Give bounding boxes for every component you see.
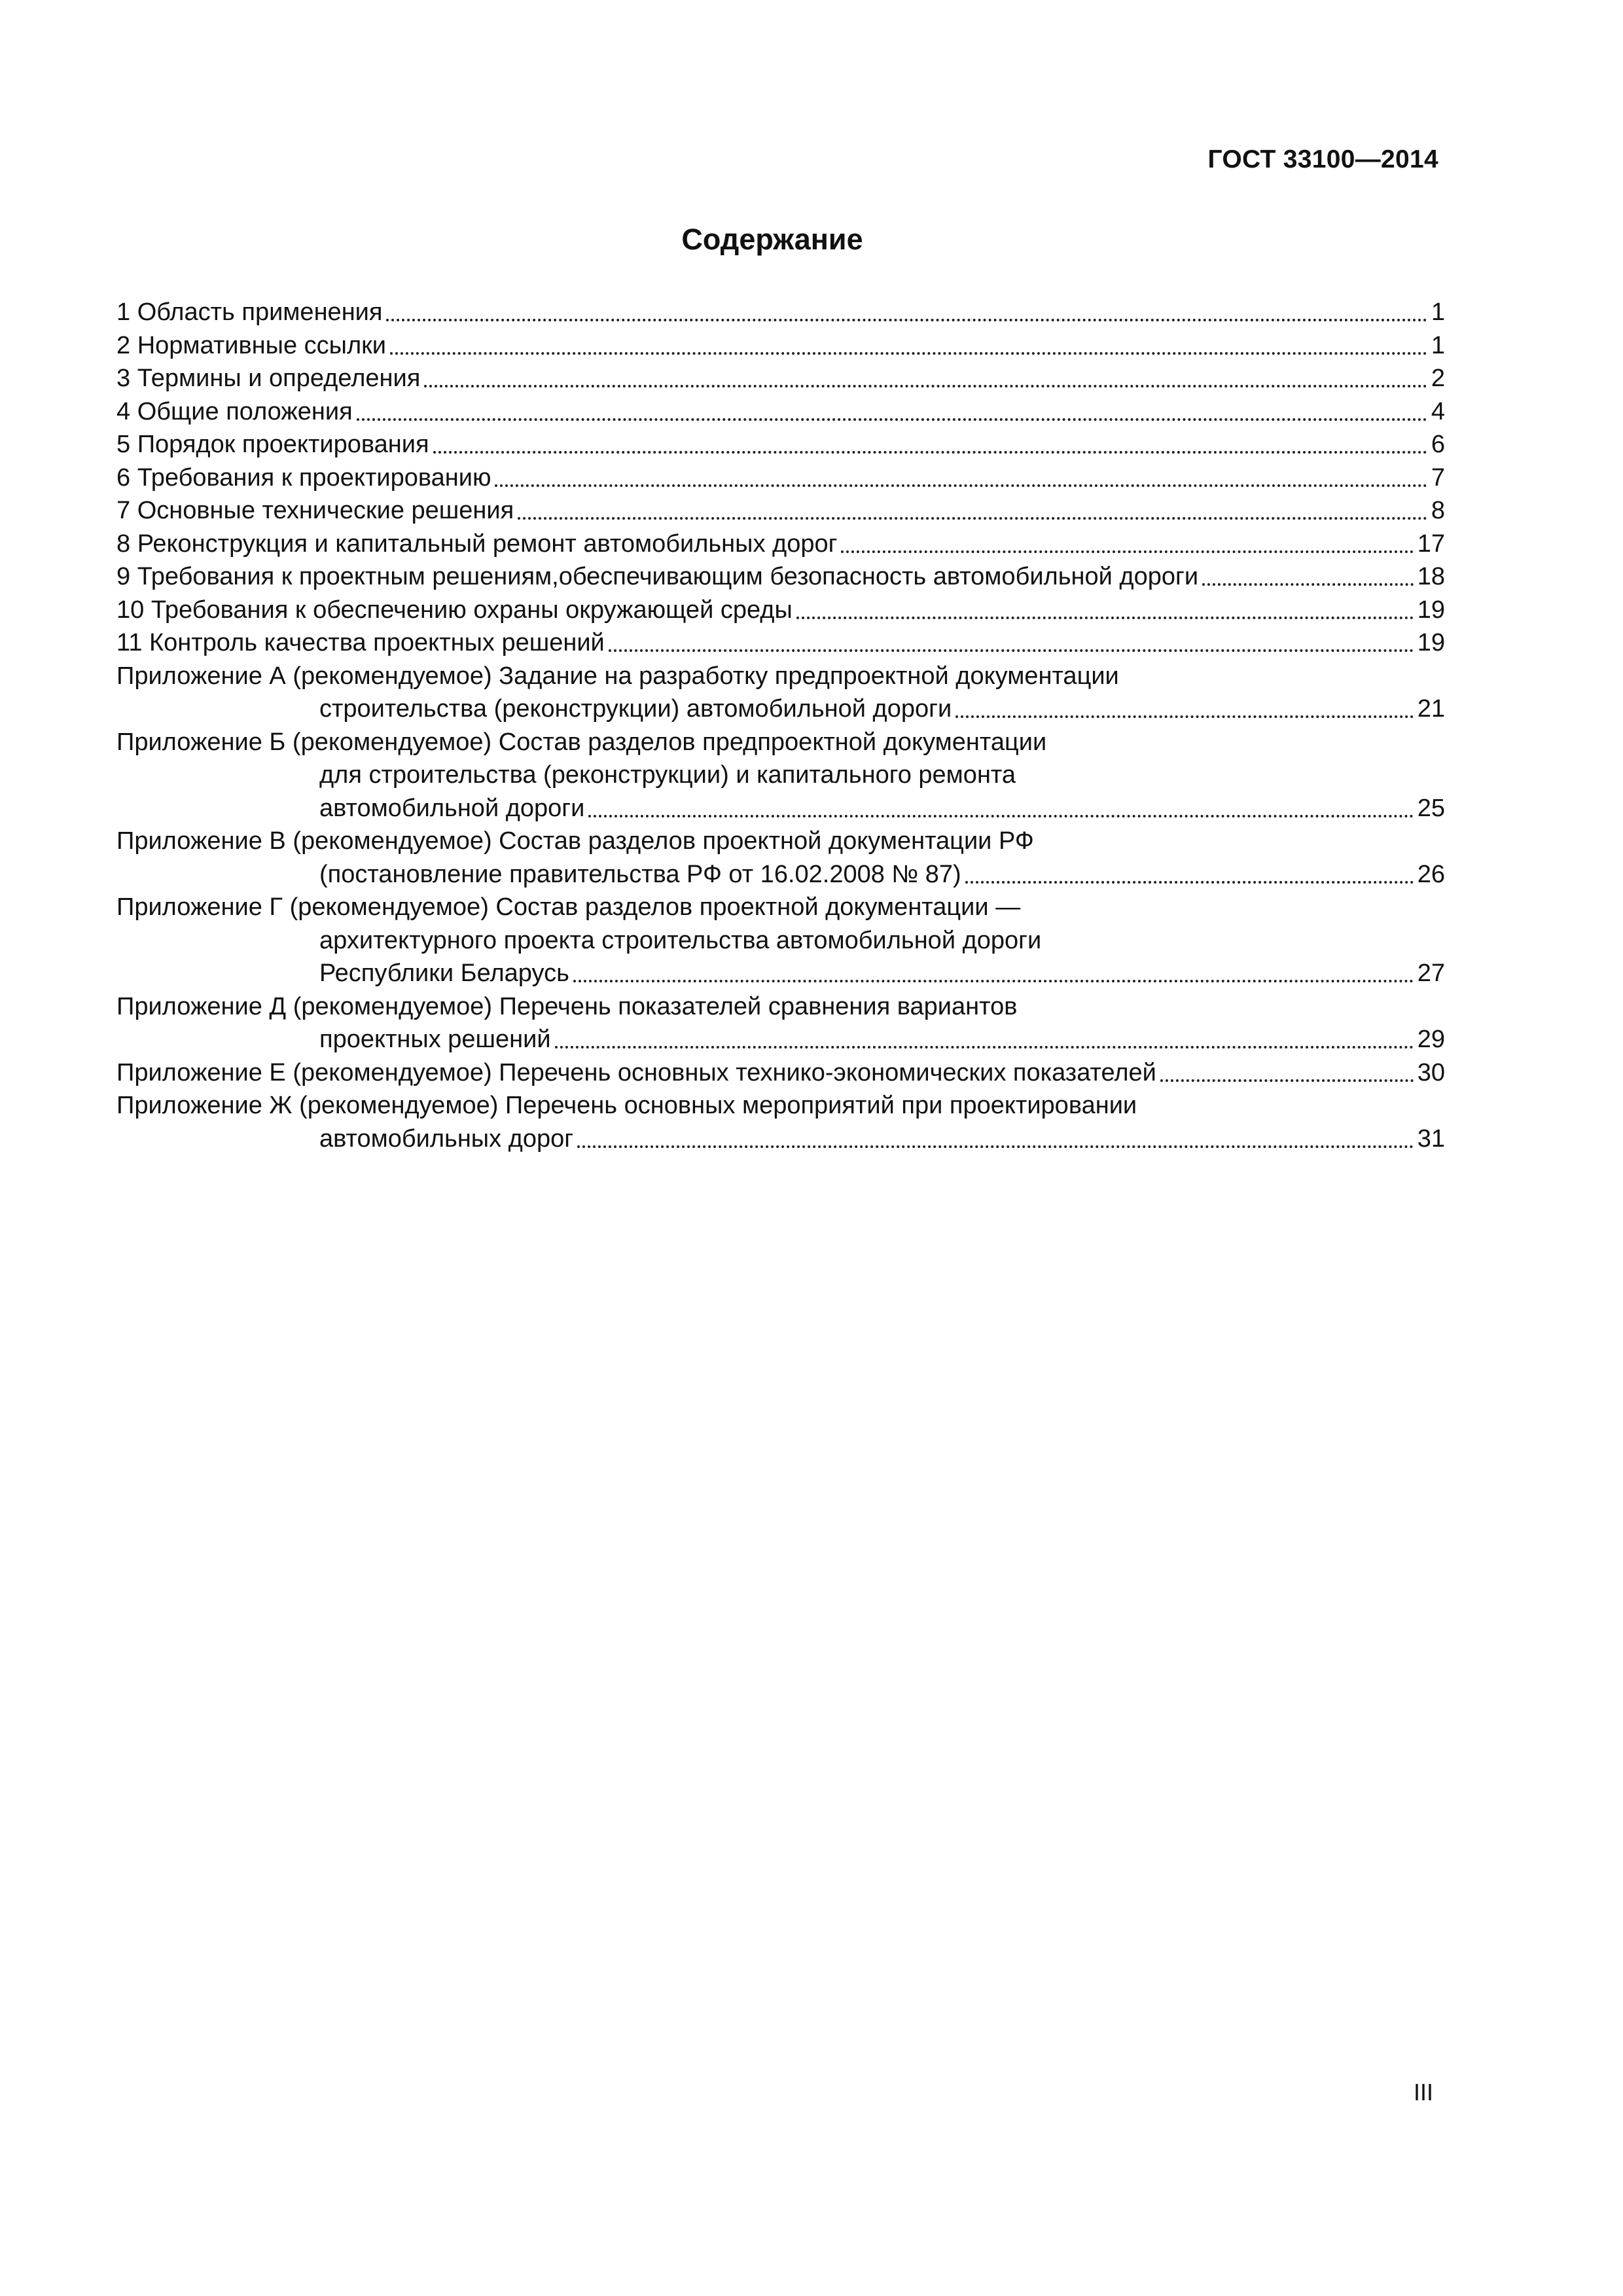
toc-entry-title: автомобильной дороги (319, 794, 585, 822)
toc-entry-continuation[interactable] (116, 957, 1445, 990)
toc-entry-title: 10 Требования к обеспечению охраны окружающей среды (116, 596, 793, 624)
toc-leader-dots (588, 815, 1413, 817)
toc-entry-page: 17 (1417, 529, 1445, 558)
toc-entry-title: архитектурного проекта строительства автомобильной дороги (319, 926, 1042, 954)
toc-entry-page: 2 (1431, 365, 1445, 392)
toc-entry-continuation[interactable] (116, 692, 1445, 726)
toc-entry-title: (постановление правительства РФ от 16.02.2008 № 87) (319, 860, 961, 888)
toc-entry-title: 11 Контроль качества проектных решений (116, 629, 605, 656)
toc-entry-continuation[interactable] (116, 759, 1445, 792)
toc-entry-title: 8 Реконструкция и капитальный ремонт автомобильных дорог (116, 529, 838, 558)
toc-entry-page: 30 (1417, 1058, 1445, 1086)
toc-entry-appendix-zh[interactable] (116, 1089, 1445, 1122)
toc-entry-continuation[interactable] (116, 1122, 1445, 1156)
toc-entry[interactable] (116, 296, 1445, 329)
toc-leader-dots (841, 550, 1413, 553)
toc-entry-title: Приложение Ж (рекомендуемое) Перечень основных мероприятий при проектировании (116, 1092, 1137, 1119)
toc-entry-title: Приложение Е (рекомендуемое) Перечень основных технико-экономических показателей (116, 1058, 1156, 1086)
toc-entry-title: 4 Общие положения (116, 397, 353, 425)
toc-entry-title: автомобильных дорог (319, 1124, 574, 1153)
toc-entry-title: Приложение Б (рекомендуемое) Состав разделов предпроектной документации (116, 728, 1047, 756)
toc-entry[interactable] (116, 626, 1445, 660)
toc-entry-page: 18 (1417, 563, 1445, 590)
toc-leader-dots (424, 385, 1427, 387)
toc-entry-continuation[interactable] (116, 924, 1445, 958)
toc-entry-appendix-d[interactable] (116, 990, 1445, 1024)
page-title: Содержание (681, 223, 863, 256)
toc-entry[interactable] (116, 395, 1445, 429)
page-number: III (1413, 2079, 1433, 2106)
toc-entry-page: 8 (1431, 497, 1445, 524)
toc-entry[interactable] (116, 528, 1445, 561)
toc-entry-title: Республики Беларусь (319, 960, 569, 987)
toc-entry-page: 19 (1417, 629, 1445, 656)
toc-entry-continuation[interactable] (116, 792, 1445, 825)
toc-entry-appendix-g[interactable] (116, 891, 1445, 924)
toc-leader-dots (495, 484, 1427, 487)
toc-entry-page: 26 (1417, 860, 1445, 888)
toc-entry-title: Приложение А (рекомендуемое) Задание на разработку предпроектной документации (116, 662, 1119, 690)
toc-entry-title: Приложение Г (рекомендуемое) Состав разделов проектной документации — (116, 893, 1021, 921)
toc-entry-title: строительства (реконструкции) автомобильной дороги (319, 695, 952, 723)
toc-entry-title: 6 Требования к проектированию (116, 463, 491, 492)
toc-leader-dots (390, 352, 1427, 355)
toc-entry-title: 5 Порядок проектирования (116, 431, 429, 458)
toc-entry-title: проектных решений (319, 1026, 551, 1053)
toc-entry-page: 7 (1431, 463, 1445, 492)
toc-entry-title: 7 Основные технические решения (116, 497, 514, 524)
toc-entry-title: для строительства (реконструкции) и капитального ремонта (319, 761, 1016, 789)
toc-entry-page: 4 (1431, 397, 1445, 425)
document-number: ГОСТ 33100—2014 (1207, 145, 1438, 173)
toc-leader-dots (433, 451, 1427, 454)
toc-leader-dots (577, 1145, 1414, 1148)
toc-leader-dots (357, 418, 1427, 421)
toc-entry[interactable] (116, 461, 1445, 495)
toc-leader-dots (965, 881, 1414, 884)
toc-entry-title: Приложение В (рекомендуемое) Состав разделов проектной документации РФ (116, 827, 1034, 855)
toc-entry-title: Приложение Д (рекомендуемое) Перечень показателей сравнения вариантов (116, 992, 1018, 1020)
toc-entry-page: 31 (1417, 1124, 1445, 1153)
toc-entry-page: 19 (1417, 596, 1445, 624)
toc-entry-title: 9 Требования к проектным решениям,обеспечивающим безопасность автомобильной дороги (116, 563, 1199, 590)
toc-entry-page: 1 (1431, 298, 1445, 326)
toc-entry-page: 25 (1417, 794, 1445, 822)
toc-entry[interactable] (116, 560, 1445, 594)
table-of-contents (116, 296, 1445, 1155)
toc-entry-appendix-e[interactable] (116, 1056, 1445, 1090)
toc-entry-page: 29 (1417, 1026, 1445, 1053)
toc-leader-dots (609, 649, 1414, 652)
toc-entry-continuation[interactable] (116, 858, 1445, 891)
toc-entry-title: 3 Термины и определения (116, 365, 421, 392)
toc-entry-appendix-v[interactable] (116, 825, 1445, 858)
toc-entry[interactable] (116, 329, 1445, 363)
toc-leader-dots (555, 1046, 1414, 1049)
toc-leader-dots (1202, 583, 1414, 586)
toc-entry-continuation[interactable] (116, 1023, 1445, 1056)
toc-leader-dots (796, 617, 1414, 619)
toc-entry[interactable] (116, 362, 1445, 395)
toc-entry-page: 1 (1431, 331, 1445, 359)
toc-entry-title: 2 Нормативные ссылки (116, 331, 386, 359)
toc-entry-page: 6 (1431, 431, 1445, 458)
toc-entry[interactable] (116, 428, 1445, 461)
toc-leader-dots (573, 980, 1414, 982)
toc-entry-appendix-b[interactable] (116, 726, 1445, 759)
toc-entry-page: 21 (1417, 695, 1445, 723)
toc-entry-appendix-a[interactable] (116, 660, 1445, 693)
toc-leader-dots (1160, 1079, 1414, 1082)
toc-leader-dots (955, 715, 1414, 718)
toc-entry[interactable] (116, 494, 1445, 528)
toc-entry-page: 27 (1417, 960, 1445, 987)
toc-leader-dots (518, 517, 1427, 520)
toc-entry[interactable] (116, 594, 1445, 627)
toc-leader-dots (386, 319, 1427, 321)
toc-entry-title: 1 Область применения (116, 298, 383, 326)
